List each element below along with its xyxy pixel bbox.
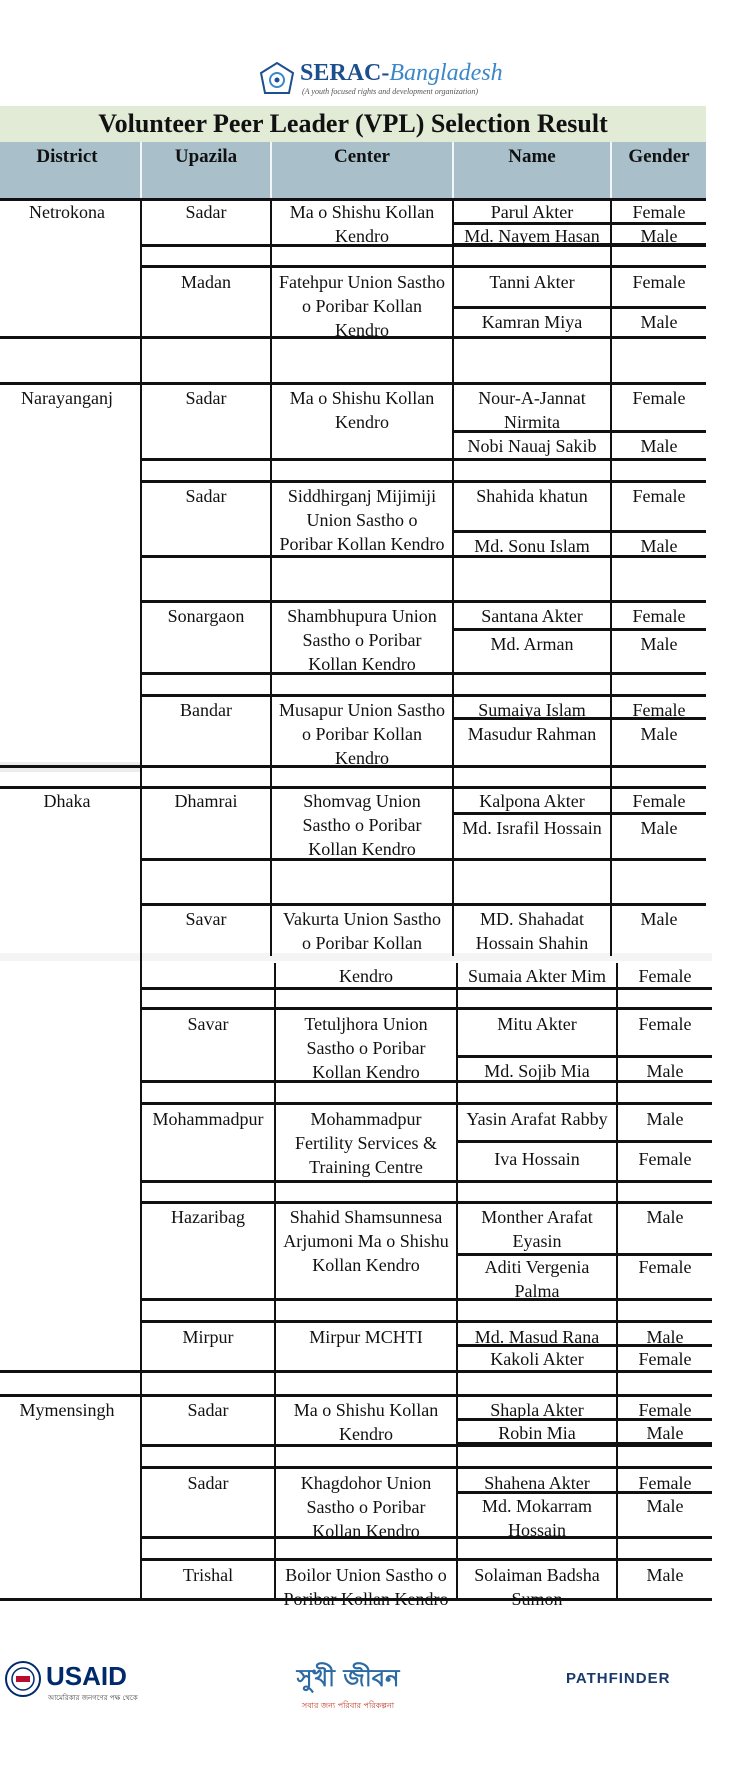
center-cell: Sastho o Poribar bbox=[306, 1038, 426, 1058]
column-header-name: Name bbox=[508, 146, 556, 167]
center-cell: Siddhirganj Mijimiji bbox=[287, 486, 437, 506]
upazila-cell: Sadar bbox=[185, 388, 227, 408]
row-border bbox=[140, 1180, 712, 1183]
logo-tagline: (A youth focused rights and development organization) bbox=[302, 87, 478, 96]
center-cell: Ma o Shishu Kollan bbox=[289, 388, 435, 408]
upazila-cell: Madan bbox=[181, 272, 231, 292]
header-divider bbox=[270, 142, 272, 200]
row-border bbox=[140, 694, 706, 697]
gender-cell: Female bbox=[638, 1349, 692, 1369]
name-cell: Shapla Akter bbox=[490, 1400, 584, 1420]
name-cell: Kalpona Akter bbox=[479, 791, 585, 811]
row-border bbox=[140, 1558, 712, 1561]
name-cell: Shahida khatun bbox=[476, 486, 588, 506]
name-cell: Shahena Akter bbox=[484, 1473, 590, 1493]
usaid-wordmark: USAID bbox=[46, 1661, 127, 1691]
gender-cell: Female bbox=[638, 1149, 692, 1169]
gender-cell: Male bbox=[640, 818, 678, 838]
center-cell: Shahid Shamsunnesa bbox=[289, 1207, 443, 1227]
upazila-cell: Trishal bbox=[182, 1565, 234, 1585]
upazila-cell: Dhamrai bbox=[174, 791, 238, 811]
gender-cell: Male bbox=[646, 1109, 684, 1129]
gender-cell: Female bbox=[638, 1257, 692, 1277]
name-cell: Nour-A-Jannat bbox=[478, 388, 586, 408]
serac-emblem-icon bbox=[258, 61, 296, 97]
upazila-cell: Mohammadpur bbox=[152, 1109, 264, 1129]
gender-cell: Female bbox=[638, 1014, 692, 1034]
row-border bbox=[456, 1140, 712, 1143]
center-cell: Kollan Kendro bbox=[312, 1521, 420, 1541]
upazila-cell: Sadar bbox=[187, 1400, 229, 1420]
name-cell: Md. Masud Rana bbox=[474, 1327, 600, 1347]
gender-cell: Female bbox=[632, 700, 686, 720]
row-border bbox=[140, 480, 706, 483]
center-cell: Tetuljhora Union bbox=[304, 1014, 428, 1034]
name-cell: Yasin Arafat Rabby bbox=[466, 1109, 608, 1129]
sukhi-jibon-wordmark: সুখী জীবন bbox=[296, 1664, 400, 1692]
name-cell: Md. Mokarram bbox=[482, 1496, 592, 1516]
upazila-cell: Bandar bbox=[180, 700, 232, 720]
row-border bbox=[452, 306, 706, 309]
name-cell: Palma bbox=[514, 1281, 560, 1301]
center-cell: o Poribar Kollan bbox=[302, 296, 422, 316]
gender-cell: Male bbox=[646, 1061, 684, 1081]
row-border bbox=[140, 1466, 712, 1469]
header-divider bbox=[140, 142, 142, 200]
row-border bbox=[140, 903, 706, 906]
upazila-cell: Sadar bbox=[185, 486, 227, 506]
name-cell: Eyasin bbox=[512, 1231, 562, 1251]
gender-cell: Female bbox=[632, 388, 686, 408]
page-title: Volunteer Peer Leader (VPL) Selection Result bbox=[98, 109, 608, 138]
title-band bbox=[0, 106, 706, 142]
table-header bbox=[0, 142, 706, 200]
center-cell: Kendro bbox=[335, 320, 389, 340]
gender-cell: Female bbox=[632, 486, 686, 506]
center-cell: Kendro bbox=[335, 412, 389, 432]
name-cell: Md. Israfil Hossain bbox=[462, 818, 602, 838]
column-header-upazila: Upazila bbox=[174, 146, 238, 167]
pathfinder-logo: PATHFINDER bbox=[566, 1670, 671, 1687]
name-cell: Tanni Akter bbox=[489, 272, 575, 292]
gender-cell: Female bbox=[638, 1473, 692, 1493]
row-border bbox=[452, 530, 706, 533]
upazila-cell: Hazaribag bbox=[171, 1207, 245, 1227]
district-cell: Narayanganj bbox=[21, 388, 113, 408]
usaid-seal-icon bbox=[4, 1660, 42, 1698]
row-border bbox=[140, 1320, 712, 1323]
center-cell: Mirpur MCHTI bbox=[309, 1327, 423, 1347]
name-cell: Md. Nayem Hasan bbox=[464, 226, 600, 246]
row-border bbox=[0, 1394, 712, 1397]
gender-cell: Female bbox=[638, 1400, 692, 1420]
center-cell: Shomvag Union bbox=[303, 791, 421, 811]
name-cell: Hossain Shahin bbox=[475, 933, 589, 953]
name-cell: Iva Hossain bbox=[494, 1149, 580, 1169]
name-cell: Santana Akter bbox=[481, 606, 583, 626]
center-cell: Vakurta Union Sastho bbox=[283, 909, 441, 929]
logo-brand: SERAC-Bangladesh bbox=[300, 60, 503, 86]
name-cell: Masudur Rahman bbox=[467, 724, 597, 744]
name-cell: Md. Sojib Mia bbox=[484, 1061, 590, 1081]
name-cell: Mitu Akter bbox=[497, 1014, 577, 1034]
upazila-cell: Savar bbox=[187, 1014, 229, 1034]
center-cell: Arjumoni Ma o Shishu bbox=[283, 1231, 449, 1251]
footer-logos bbox=[0, 1660, 733, 1710]
name-cell: Kamran Miya bbox=[481, 312, 583, 332]
name-cell: Md. Arman bbox=[490, 634, 574, 654]
gender-cell: Female bbox=[632, 272, 686, 292]
name-cell: Nirmita bbox=[504, 412, 560, 432]
center-cell: Poribar Kollan Kendro bbox=[283, 1589, 449, 1609]
center-cell: Kollan Kendro bbox=[308, 839, 416, 859]
center-cell: Poribar Kollan Kendro bbox=[279, 534, 445, 554]
center-cell: Kendro bbox=[335, 748, 389, 768]
name-cell: Hossain bbox=[508, 1520, 566, 1540]
gender-cell: Female bbox=[638, 966, 692, 986]
page-break-band bbox=[0, 953, 712, 961]
gender-cell: Male bbox=[646, 1565, 684, 1585]
center-cell: Shambhupura Union bbox=[287, 606, 437, 626]
upazila-cell: Savar bbox=[185, 909, 227, 929]
name-cell: Parul Akter bbox=[490, 202, 574, 222]
center-cell: Union Sastho o bbox=[306, 510, 418, 530]
sukhi-jibon-logo bbox=[278, 1660, 418, 1710]
row-border bbox=[140, 1102, 712, 1105]
upazila-cell: Sadar bbox=[187, 1473, 229, 1493]
row-border bbox=[0, 382, 706, 385]
center-cell: Fertility Services & bbox=[295, 1133, 437, 1153]
center-cell: Kollan Kendro bbox=[312, 1062, 420, 1082]
name-cell: Robin Mia bbox=[498, 1423, 576, 1443]
name-cell: Sumaiya Islam bbox=[478, 700, 586, 720]
usaid-subtitle: আমেরিকার জনগণের পক্ষ থেকে bbox=[48, 1694, 138, 1702]
center-cell: Fatehpur Union Sastho bbox=[279, 272, 445, 292]
usaid-logo bbox=[4, 1660, 144, 1704]
row-border bbox=[140, 458, 706, 461]
row-border bbox=[140, 1007, 712, 1010]
center-cell: Khagdohor Union bbox=[300, 1473, 432, 1493]
center-cell: o Poribar Kollan bbox=[302, 933, 422, 953]
center-cell: Mohammadpur bbox=[310, 1109, 422, 1129]
center-cell: Sastho o Poribar bbox=[302, 630, 422, 650]
gender-cell: Male bbox=[640, 634, 678, 654]
center-cell: Kendro bbox=[335, 226, 389, 246]
name-cell: MD. Shahadat bbox=[480, 909, 584, 929]
header-divider bbox=[452, 142, 454, 200]
district-cell: Netrokona bbox=[29, 202, 105, 222]
center-cell: Boilor Union Sastho o bbox=[285, 1565, 447, 1585]
sukhi-jibon-subtitle: সবার জন্য পরিবার পরিকল্পনা bbox=[301, 1701, 395, 1710]
gender-cell: Male bbox=[640, 536, 678, 556]
gender-cell: Male bbox=[640, 312, 678, 332]
name-cell: Sumaia Akter Mim bbox=[468, 966, 606, 986]
gender-cell: Male bbox=[640, 724, 678, 744]
name-cell: Monther Arafat bbox=[481, 1207, 593, 1227]
district-cell: Mymensingh bbox=[19, 1400, 115, 1420]
center-cell: Training Centre bbox=[309, 1157, 423, 1177]
header-divider bbox=[610, 142, 612, 200]
row-border bbox=[456, 1055, 712, 1058]
column-header-gender: Gender bbox=[628, 146, 690, 167]
upazila-cell: Mirpur bbox=[182, 1327, 234, 1347]
name-cell: Sumon bbox=[511, 1589, 563, 1609]
gender-cell: Female bbox=[632, 606, 686, 626]
district-cell: Dhaka bbox=[43, 791, 91, 811]
gender-cell: Male bbox=[646, 1496, 684, 1516]
center-cell: Kollan Kendro bbox=[312, 1255, 420, 1275]
center-cell: Kollan Kendro bbox=[308, 654, 416, 674]
gender-cell: Female bbox=[632, 202, 686, 222]
gender-cell: Male bbox=[640, 909, 678, 929]
upazila-cell: Sonargaon bbox=[167, 606, 245, 626]
gender-cell: Male bbox=[646, 1327, 684, 1347]
center-cell: Ma o Shishu Kollan bbox=[293, 1400, 439, 1420]
row-border bbox=[452, 628, 706, 631]
gender-cell: Female bbox=[632, 791, 686, 811]
row-border bbox=[140, 1201, 712, 1204]
row-border bbox=[140, 1298, 712, 1301]
column-header-district: District bbox=[36, 146, 98, 167]
name-cell: Solaiman Badsha bbox=[474, 1565, 600, 1585]
center-cell: Kendro bbox=[339, 966, 393, 986]
name-cell: Md. Sonu Islam bbox=[474, 536, 590, 556]
row-border bbox=[140, 265, 706, 268]
name-cell: Aditi Vergenia bbox=[484, 1257, 590, 1277]
center-cell: Sastho o Poribar bbox=[306, 1497, 426, 1517]
center-cell: Musapur Union Sastho bbox=[279, 700, 445, 720]
gender-cell: Male bbox=[640, 226, 678, 246]
center-cell: Ma o Shishu Kollan bbox=[289, 202, 435, 222]
upazila-cell: Sadar bbox=[185, 202, 227, 222]
name-cell: Kakoli Akter bbox=[490, 1349, 584, 1369]
center-cell: Sastho o Poribar bbox=[302, 815, 422, 835]
name-cell: Nobi Nauaj Sakib bbox=[467, 436, 597, 456]
serac-logo bbox=[258, 60, 503, 98]
column-header-center: Center bbox=[334, 146, 390, 167]
gender-cell: Male bbox=[646, 1207, 684, 1227]
gender-cell: Male bbox=[640, 436, 678, 456]
center-cell: Kendro bbox=[339, 1424, 393, 1444]
row-border bbox=[140, 600, 706, 603]
gender-cell: Male bbox=[646, 1423, 684, 1443]
center-cell: o Poribar Kollan bbox=[302, 724, 422, 744]
